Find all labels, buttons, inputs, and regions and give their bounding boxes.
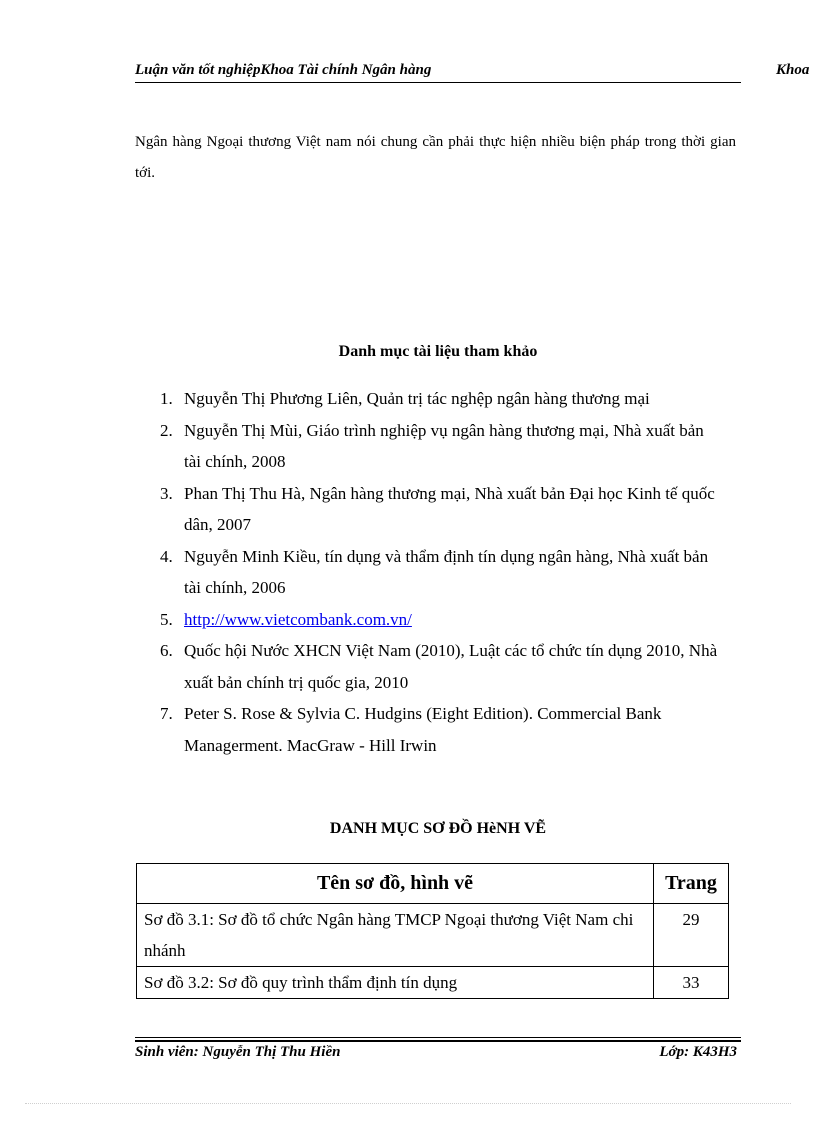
footer-rule-bottom: [135, 1040, 741, 1042]
header-title: Luận văn tốt nghiệpKhoa Tài chính Ngân hàng: [135, 62, 432, 78]
column-header-name: Tên sơ đồ, hình vẽ: [137, 864, 654, 904]
column-header-page: Trang: [654, 864, 729, 904]
figure-name-cell: Sơ đồ 3.1: Sơ đồ tổ chức Ngân hàng TMCP Ngoại thương Việt Nam chi nhánh: [137, 904, 654, 967]
figure-page-cell: 33: [654, 967, 729, 999]
reference-item: [135, 635, 725, 698]
figure-name-cell: Sơ đồ 3.2: Sơ đồ quy trình thẩm định tín dụng: [137, 967, 654, 999]
footer-class: Lớp: K43H3: [659, 1044, 737, 1060]
figures-title: DANH MỤC SƠ ĐỒ HèNH VẼ: [329, 820, 547, 837]
reference-item: [135, 541, 725, 604]
references-title: Danh mục tài liệu tham khảo: [338, 343, 538, 360]
reference-text: Peter S. Rose & Sylvia C. Hudgins (Eight Edition). Commercial Bank Managerment. MacGraw - Hill Irwin: [184, 704, 662, 755]
figures-table: [136, 863, 729, 999]
reference-text: Nguyễn Thị Phương Liên, Quản trị tác nghệp ngân hàng thương mại: [184, 389, 650, 408]
reference-text: Phan Thị Thu Hà, Ngân hàng thương mại, Nhà xuất bản Đại học Kinh tế quốc dân, 2007: [184, 483, 715, 534]
reference-number: 5.: [160, 609, 173, 629]
footer-rule-top: [135, 1037, 741, 1038]
header-rule: [135, 82, 741, 83]
reference-item: [135, 478, 725, 541]
page-edge-dots: [25, 1103, 791, 1104]
reference-text: Nguyễn Thị Mùi, Giáo trình nghiệp vụ ngân hàng thương mại, Nhà xuất bản tài chính, 2008: [184, 420, 704, 471]
reference-link[interactable]: http://www.vietcombank.com.vn/: [184, 609, 412, 629]
reference-item: [135, 415, 725, 478]
reference-number: 2.: [160, 420, 173, 440]
reference-text: Quốc hội Nước XHCN Việt Nam (2010), Luật các tổ chức tín dụng 2010, Nhà xuất bản chính trị quốc gia, 2010: [184, 641, 718, 692]
reference-number: 7.: [160, 704, 173, 723]
table-row: [137, 904, 729, 967]
reference-number: 4.: [160, 546, 173, 566]
reference-number: 3.: [160, 483, 173, 503]
references-list: [135, 383, 725, 761]
reference-item: [135, 698, 725, 761]
reference-number: 6.: [160, 641, 173, 660]
figure-page-cell: 29: [654, 904, 729, 967]
reference-number: 1.: [160, 389, 173, 408]
table-row: [137, 967, 729, 999]
reference-item: [135, 383, 725, 415]
header-right-text: Khoa: [776, 62, 810, 78]
intro-paragraph: Ngân hàng Ngoại thương Việt nam nói chung cần phải thực hiện nhiều biện pháp trong thời gian tới.: [135, 134, 736, 181]
table-header-row: [137, 864, 729, 904]
reference-item: [135, 604, 725, 636]
footer-student: Sinh viên: Nguyễn Thị Thu Hiền: [135, 1044, 341, 1060]
reference-text: Nguyễn Minh Kiều, tín dụng và thẩm định tín dụng ngân hàng, Nhà xuất bản tài chính, 2006: [184, 546, 709, 597]
